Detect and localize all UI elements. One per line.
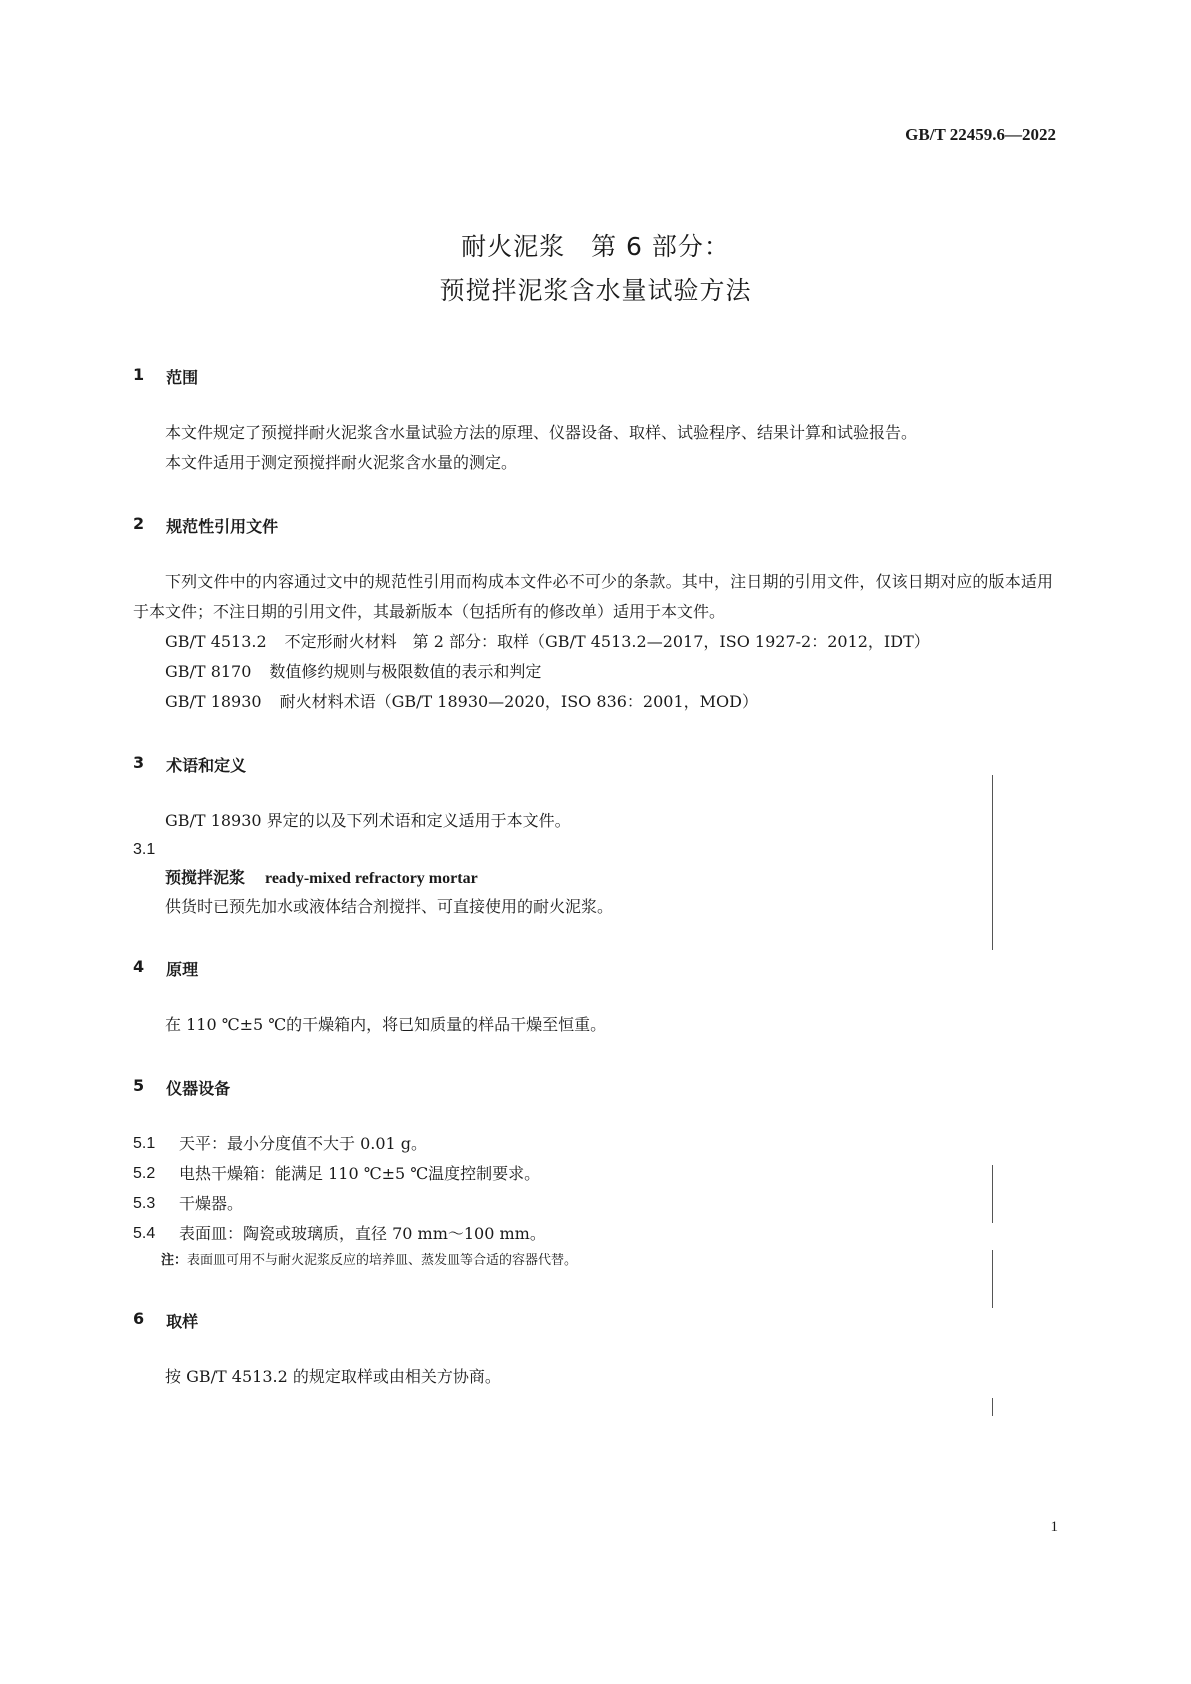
standard-number: GB/T 22459.6—2022 xyxy=(905,125,1056,144)
change-bar xyxy=(992,1165,993,1223)
reference-item xyxy=(133,657,1053,687)
section-5-heading xyxy=(133,1076,1053,1099)
paragraph: 在 110 ℃±5 ℃的干燥箱内，将已知质量的样品干燥至恒重。 xyxy=(165,1015,607,1034)
section-title: 范围 xyxy=(166,368,199,387)
term-chinese: 预搅拌泥浆 xyxy=(165,868,246,887)
list-item xyxy=(133,1159,1053,1189)
section-number: 1 xyxy=(133,365,145,384)
section-2-heading xyxy=(133,514,1053,537)
section-3-heading xyxy=(133,753,1053,776)
reference-code: GB/T 4513.2 xyxy=(165,632,267,651)
section-number: 3 xyxy=(133,753,145,772)
item-number: 5.1 xyxy=(133,1135,156,1152)
page-number: 1 xyxy=(1050,1519,1058,1535)
reference-code: GB/T 8170 xyxy=(165,662,252,681)
section-number: 2 xyxy=(133,514,145,533)
item-number: 5.4 xyxy=(133,1225,156,1242)
paragraph: 按 GB/T 4513.2 的规定取样或由相关方协商。 xyxy=(165,1367,501,1386)
item-number: 5.2 xyxy=(133,1165,156,1182)
section-number: 6 xyxy=(133,1309,145,1328)
change-bar xyxy=(992,1398,993,1416)
paragraph: 本文件适用于测定预搅拌耐火泥浆含水量的测定。 xyxy=(165,453,518,472)
title-line-1: 耐火泥浆 第 6 部分： xyxy=(461,232,730,261)
item-text: 天平：最小分度值不大于 0.01 g。 xyxy=(179,1134,428,1153)
section-title: 取样 xyxy=(166,1312,199,1331)
list-item xyxy=(133,1129,1053,1159)
term-english: ready-mixed refractory mortar xyxy=(265,870,478,887)
note-text: 表面皿可用不与耐火泥浆反应的培养皿、蒸发皿等合适的容器代替。 xyxy=(187,1253,578,1268)
list-item xyxy=(133,1189,1053,1219)
item-text: 电热干燥箱：能满足 110 ℃±5 ℃温度控制要求。 xyxy=(179,1164,541,1183)
section-title: 仪器设备 xyxy=(166,1079,231,1098)
section-1-heading xyxy=(133,365,1053,388)
section-4-heading xyxy=(133,957,1053,980)
term-entry xyxy=(133,864,1053,893)
section-6-heading xyxy=(133,1309,1053,1332)
paragraph: 本文件规定了预搅拌耐火泥浆含水量试验方法的原理、仪器设备、取样、试验程序、结果计算和试验报告。 xyxy=(165,423,918,442)
term-definition: 供货时已预先加水或液体结合剂搅拌、可直接使用的耐火泥浆。 xyxy=(165,897,614,916)
title-line-2: 预搅拌泥浆含水量试验方法 xyxy=(439,276,752,305)
note-label: 注： xyxy=(161,1253,188,1268)
reference-item xyxy=(133,627,1053,657)
term-number: 3.1 xyxy=(133,841,156,858)
item-number: 5.3 xyxy=(133,1195,156,1212)
section-title: 规范性引用文件 xyxy=(166,517,279,536)
list-item xyxy=(133,1219,1053,1249)
reference-text: 耐火材料术语（GB/T 18930—2020，ISO 836：2001，MOD） xyxy=(279,692,758,711)
note xyxy=(133,1249,1053,1273)
paragraph: 下列文件中的内容通过文中的规范性引用而构成本文件必不可少的条款。其中，注日期的引用文件，仅该日期对应的版本适用于本文件；不注日期的引用文件，其最新版本（包括所有的修改单）适用于本文件。 xyxy=(133,572,1053,621)
section-title: 术语和定义 xyxy=(166,756,247,775)
section-number: 5 xyxy=(133,1076,145,1095)
section-number: 4 xyxy=(133,957,145,976)
section-title: 原理 xyxy=(166,960,199,979)
paragraph: GB/T 18930 界定的以及下列术语和定义适用于本文件。 xyxy=(165,811,571,830)
reference-code: GB/T 18930 xyxy=(165,692,262,711)
document-title xyxy=(0,225,1191,313)
reference-text: 数值修约规则与极限数值的表示和判定 xyxy=(269,662,542,681)
reference-text: 不定形耐火材料 第 2 部分：取样（GB/T 4513.2—2017，ISO 1927-2：2012，IDT） xyxy=(284,632,930,651)
document-body xyxy=(133,365,1053,1392)
item-text: 表面皿：陶瓷或玻璃质，直径 70 mm～100 mm。 xyxy=(179,1224,546,1243)
change-bar xyxy=(992,775,993,950)
reference-item xyxy=(133,687,1053,717)
change-bar xyxy=(992,1250,993,1308)
item-text: 干燥器。 xyxy=(179,1194,244,1213)
